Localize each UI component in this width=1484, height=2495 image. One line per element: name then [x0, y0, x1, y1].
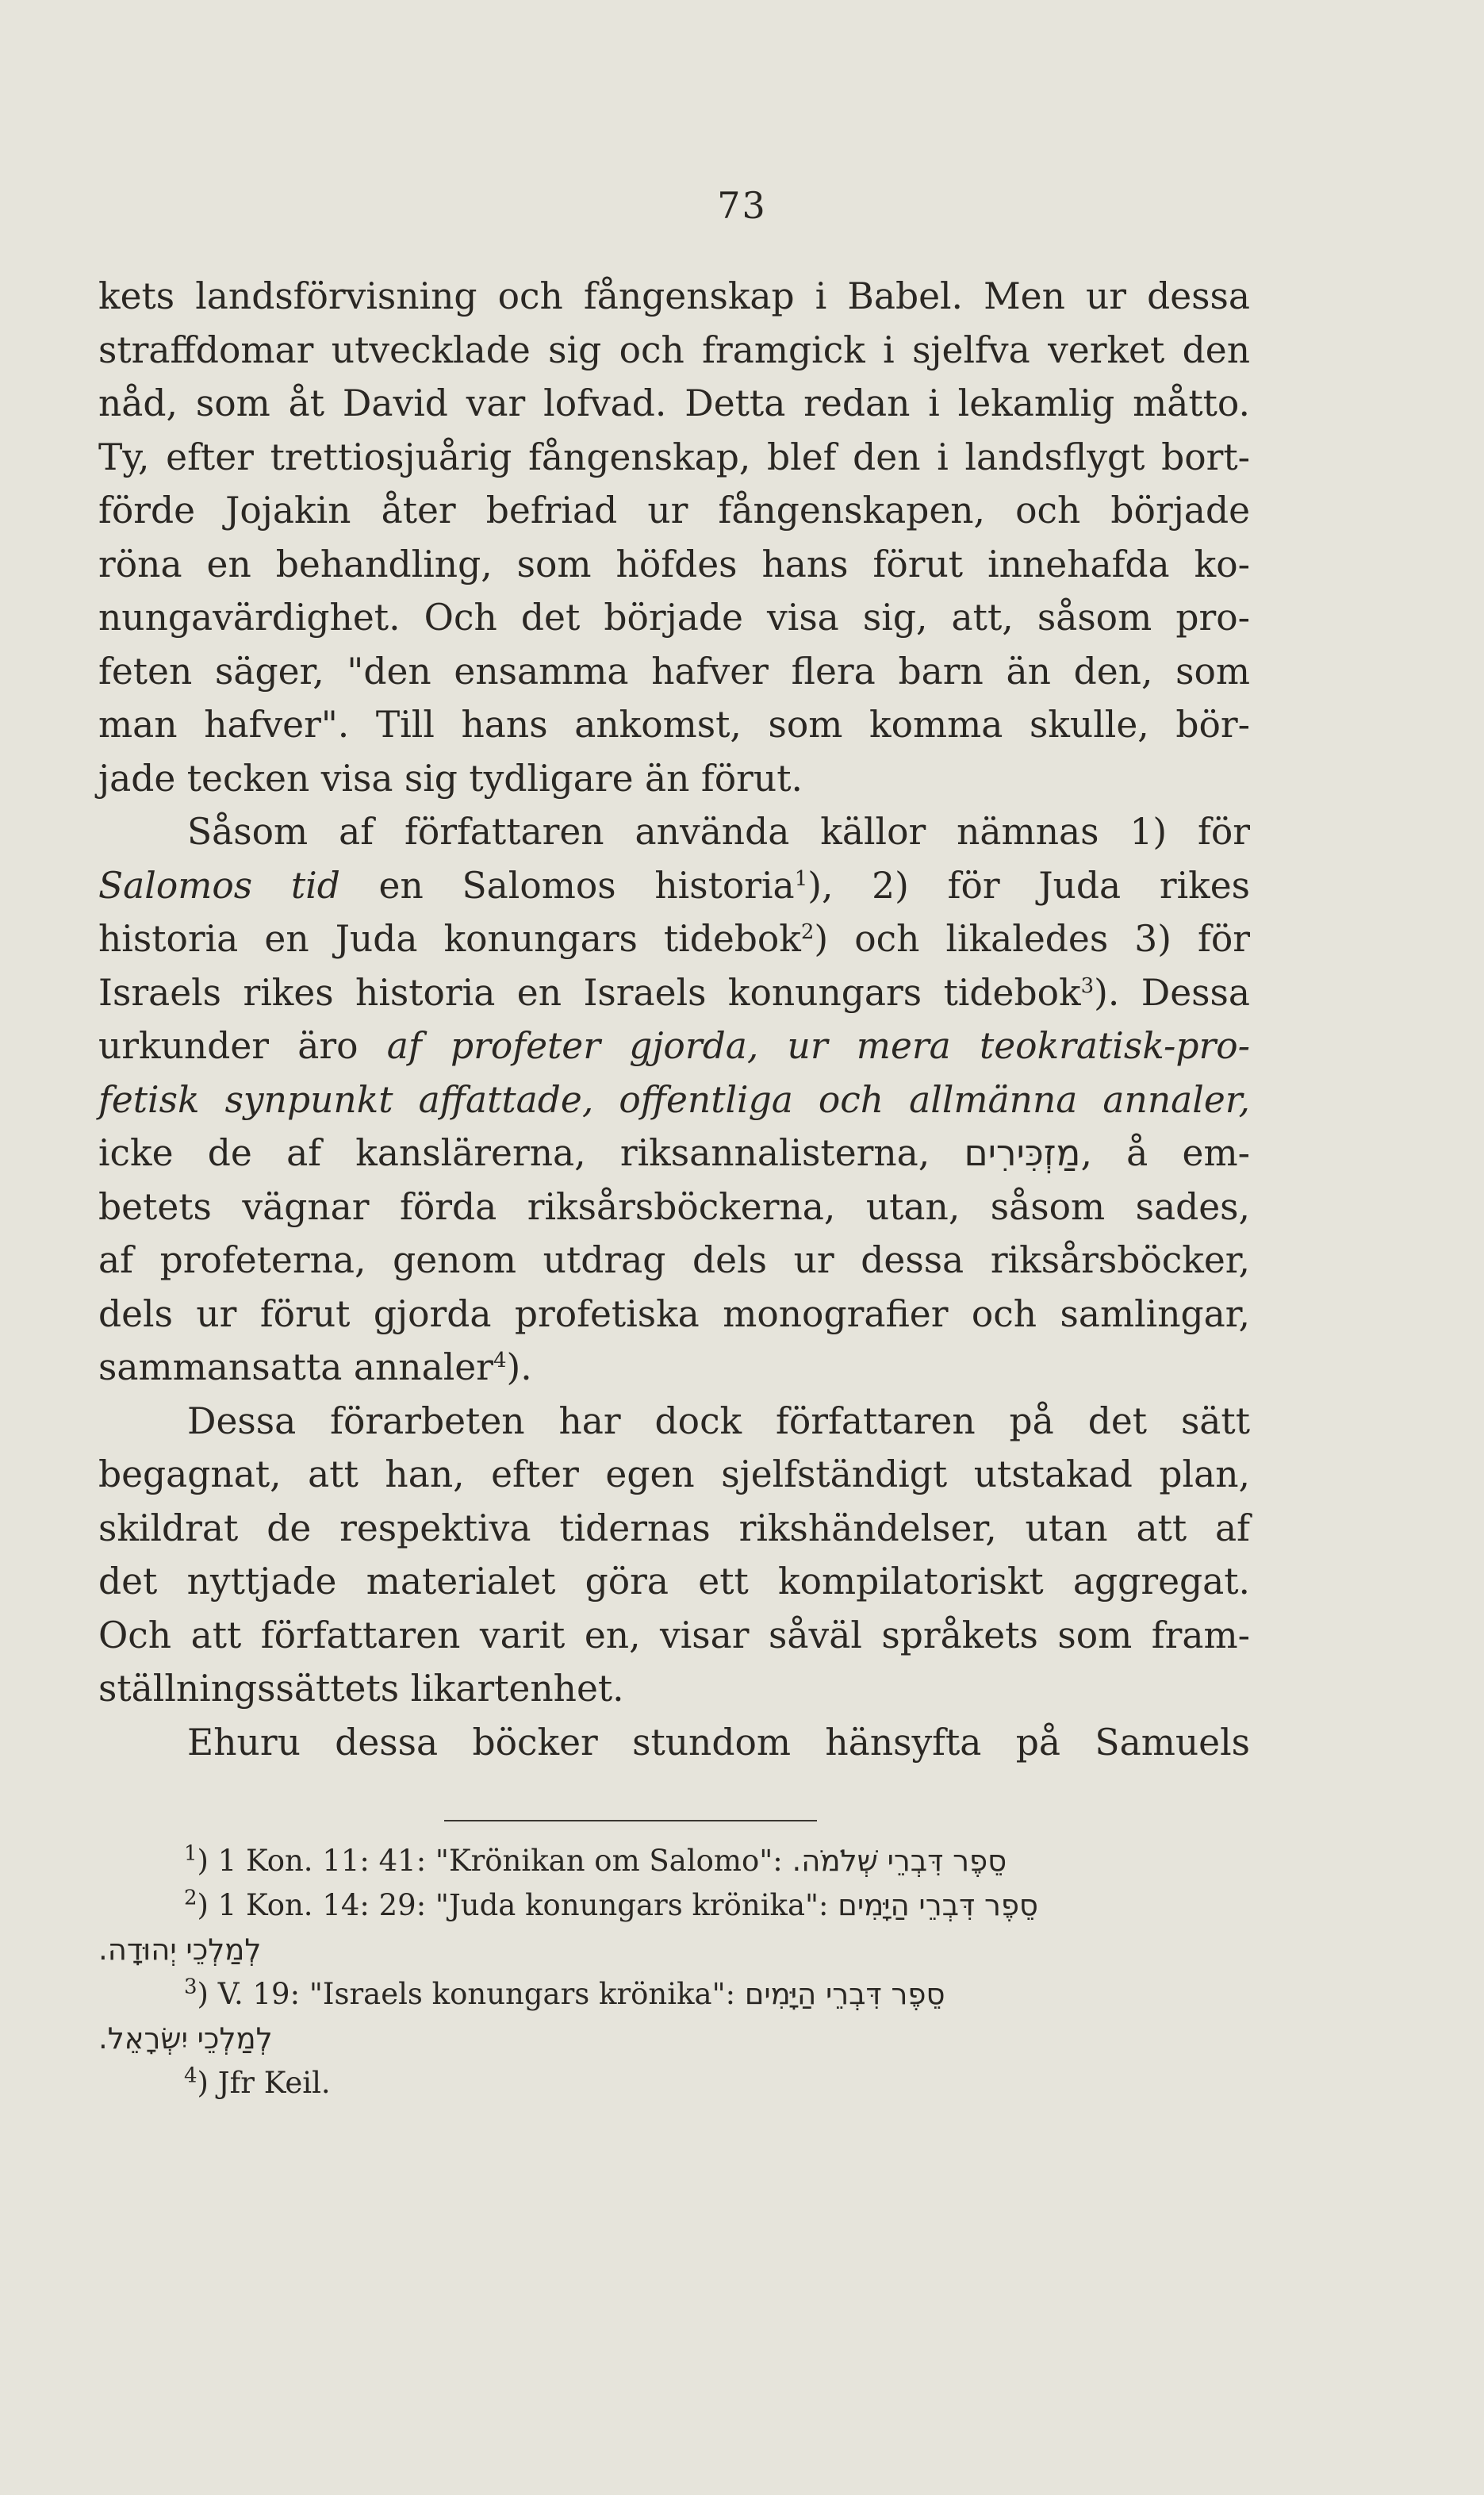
- body-line: Ehuru dessa böcker stundom hänsyfta på Samuels: [187, 1721, 1250, 1764]
- footnote-ref: 4: [493, 1348, 507, 1372]
- footnote-text: ) V. 19: "Israels konungars krönika":: [197, 1977, 745, 2011]
- footnote-ref: 1: [794, 866, 808, 891]
- text-run: Israels rikes historia en Israels konungars tidebok: [98, 971, 1081, 1014]
- text-run: icke de af kanslärerna, riksannalisterna,: [98, 1132, 964, 1174]
- body-line: straffdomar utvecklade sig och framgick i sjelfva verket den: [98, 328, 1250, 371]
- body-line: Såsom af författaren använda källor nämnas 1) för: [187, 811, 1250, 853]
- text-run: ), 2) för Juda rikes: [807, 864, 1250, 907]
- text-run: sammansatta annaler: [98, 1346, 493, 1388]
- text-run: urkunder äro: [98, 1025, 387, 1067]
- body-line: betets vägnar förda riksårsböckerna, utan, såsom sades,: [98, 1185, 1250, 1228]
- text-run: en Salomos historia: [339, 864, 795, 907]
- body-line: feten säger, "den ensamma hafver flera barn än den, som: [98, 650, 1250, 693]
- body-line: [98, 1127, 1250, 1180]
- hebrew-word: מַזְכִּירִים: [964, 1132, 1081, 1174]
- footnote-continuation: [98, 2017, 1250, 2061]
- body-line: Och att författaren varit en, visar såväl språkets som fram-: [98, 1614, 1250, 1656]
- text-run: , å em-: [1080, 1132, 1250, 1174]
- text-run: historia en Juda konungars tidebok: [98, 918, 801, 960]
- body-line: man hafver". Till hans ankomst, som komma skulle, bör-: [98, 704, 1250, 746]
- body-line: nåd, som åt David var lofvad. Detta redan i lekamlig måtto.: [98, 382, 1250, 424]
- footnote-divider: [444, 1820, 817, 1821]
- body-text: [98, 270, 1250, 1769]
- italic-text: af profeter gjorda, ur mera teokratisk-pro-: [386, 1025, 1250, 1067]
- footnotes: [98, 1839, 1250, 2105]
- hebrew-text: סֵפֶר דִּבְרֵי הַיָּמִים: [838, 1888, 1038, 1922]
- footnote: [98, 1883, 1250, 1928]
- body-line: förde Jojakin åter befriad ur fångenskapen, och började: [98, 489, 1250, 532]
- footnote-mark: 4: [184, 2063, 197, 2088]
- footnote-mark: 3: [184, 1975, 197, 1999]
- footnote: [98, 2061, 1250, 2105]
- body-line: [98, 966, 1250, 1020]
- footnote-text: ) 1 Kon. 11: 41: "Krönikan om Salomo":: [197, 1844, 792, 1878]
- body-line: kets landsförvisning och fångenskap i Babel. Men ur dessa: [98, 275, 1250, 317]
- page-number: 73: [717, 184, 767, 227]
- footnote-text: ) 1 Kon. 14: 29: "Juda konungars krönika":: [197, 1888, 838, 1922]
- body-line: [98, 912, 1250, 966]
- hebrew-text: לְמַלְכֵי יְהוּדָה.: [98, 1933, 262, 1967]
- body-line: skildrat de respektiva tidernas rikshändelser, utan att af: [98, 1507, 1250, 1549]
- hebrew-text: סֵפֶר דִּבְרֵי הַיָּמִים: [744, 1977, 945, 2011]
- body-line: Ty, efter trettiosjuårig fångenskap, blef den i landsflygt bort-: [98, 436, 1250, 478]
- footnote-ref: 3: [1080, 973, 1095, 998]
- body-line: röna en behandling, som höfdes hans förut innehafda ko-: [98, 543, 1250, 585]
- footnote-mark: 1: [184, 1841, 197, 1866]
- body-line: det nyttjade materialet göra ett kompilatoriskt aggregat.: [98, 1560, 1250, 1603]
- body-line: ställningssättets likartenhet.: [98, 1668, 624, 1710]
- footnote-continuation: [98, 1928, 1250, 1972]
- body-line: begagnat, att han, efter egen sjelfständigt utstakad plan,: [98, 1453, 1250, 1495]
- body-line: [98, 1019, 1250, 1073]
- body-line: [98, 859, 1250, 913]
- hebrew-text: סֵפֶר דִּבְרֵי שְׁלֹמֹה.: [792, 1844, 1007, 1878]
- body-line: dels ur förut gjorda profetiska monografier och samlingar,: [98, 1292, 1250, 1335]
- body-line: nungavärdighet. Och det började visa sig, att, såsom pro-: [98, 597, 1250, 639]
- footnote-text: ) Jfr Keil.: [197, 2066, 331, 2100]
- footnote-ref: 2: [800, 919, 815, 944]
- footnote: [98, 1972, 1250, 2017]
- text-run: ) och likaledes 3) för: [814, 918, 1251, 960]
- body-line: fetisk synpunkt affattade, offentliga och allmänna annaler,: [98, 1078, 1250, 1121]
- text-run: ).: [506, 1346, 532, 1388]
- body-line: af profeterna, genom utdrag dels ur dessa riksårsböcker,: [98, 1239, 1250, 1281]
- italic-text: Salomos tid: [98, 864, 340, 907]
- body-line: Dessa förarbeten har dock författaren på det sätt: [187, 1399, 1250, 1442]
- hebrew-text: לְמַלְכֵי יִשְׂרָאֵל.: [98, 2021, 273, 2055]
- footnote: [98, 1839, 1250, 1883]
- body-line: [98, 1341, 1250, 1395]
- text-run: ). Dessa: [1094, 971, 1250, 1014]
- body-line: jade tecken visa sig tydligare än förut.: [98, 757, 803, 800]
- footnote-mark: 2: [184, 1886, 197, 1910]
